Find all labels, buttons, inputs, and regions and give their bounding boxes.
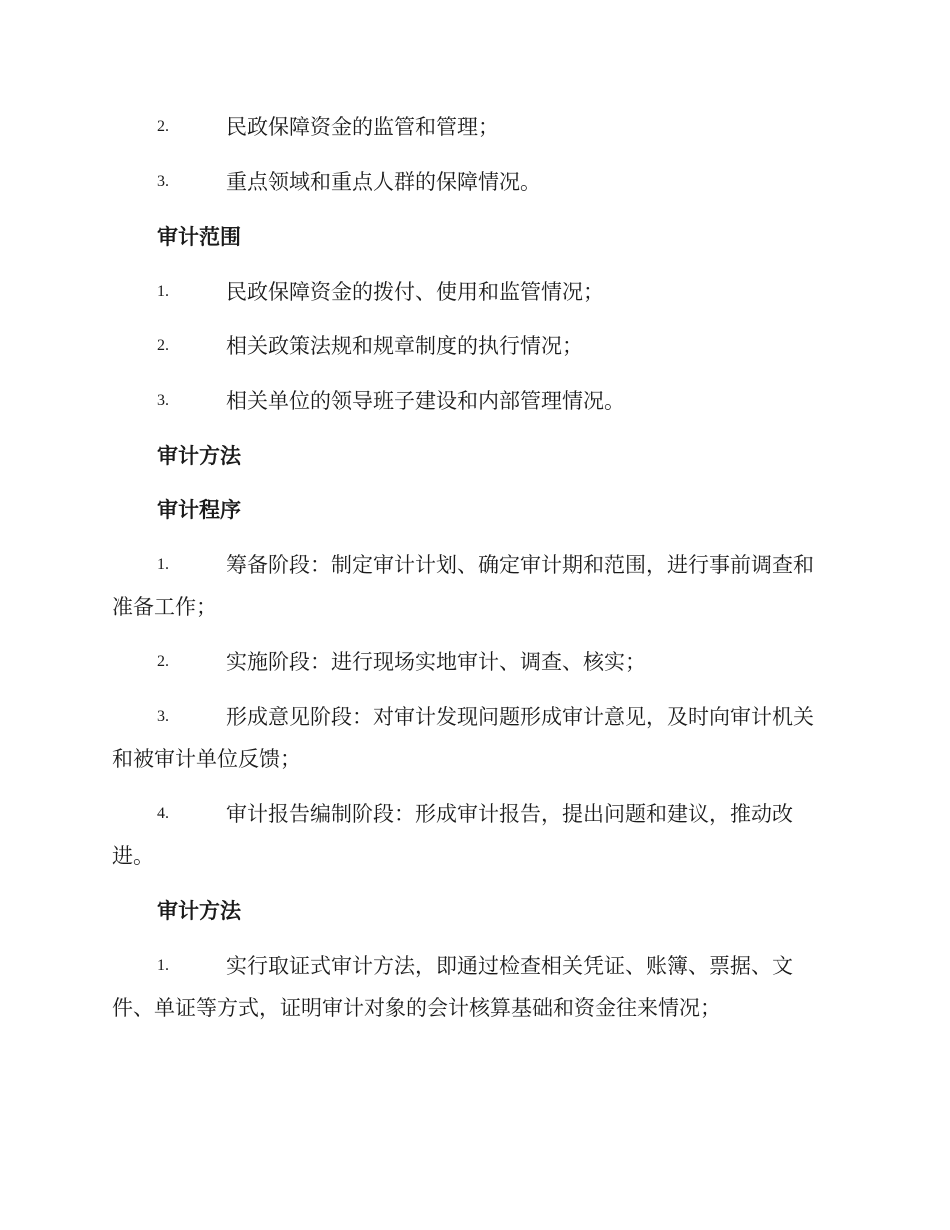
- list-number: 3.: [157, 708, 169, 725]
- list-text: 实施阶段：进行现场实地审计、调查、核实；: [226, 650, 646, 674]
- list-number: 1.: [157, 957, 169, 974]
- list-item: [0, 166, 950, 198]
- list-text: 审计报告编制阶段：形成审计报告，提出问题和建议，推动改: [226, 802, 793, 826]
- list-text: 民政保障资金的拨付、使用和监管情况；: [226, 280, 604, 304]
- list-item: [0, 276, 950, 308]
- list-item-continuation: [0, 743, 950, 775]
- section-heading: 审计程序: [157, 497, 241, 522]
- list-text: 相关政策法规和规章制度的执行情况；: [226, 334, 583, 358]
- list-number: 2.: [157, 653, 169, 670]
- list-text: 筹备阶段：制定审计计划、确定审计期和范围，进行事前调查和: [226, 553, 814, 577]
- list-number: 3.: [157, 173, 169, 190]
- list-item-continuation: [0, 840, 950, 872]
- list-item-continuation: [0, 591, 950, 623]
- section-heading-procedure: [0, 494, 950, 526]
- list-text: 重点领域和重点人群的保障情况。: [226, 170, 541, 194]
- section-heading: 审计方法: [157, 898, 241, 923]
- list-item-continuation: [0, 992, 950, 1024]
- list-text: 民政保障资金的监管和管理；: [226, 115, 499, 139]
- list-item: [0, 330, 950, 362]
- list-number: 1.: [157, 283, 169, 300]
- list-text: 实行取证式审计方法，即通过检查相关凭证、账簿、票据、文: [226, 954, 793, 978]
- section-heading: 审计范围: [157, 224, 241, 249]
- section-heading-scope: [0, 221, 950, 253]
- list-text-continuation: 和被审计单位反馈；: [112, 747, 301, 771]
- list-text-continuation: 准备工作；: [112, 595, 217, 619]
- list-number: 4.: [157, 805, 169, 822]
- list-text-continuation: 进。: [112, 844, 154, 868]
- list-number: 2.: [157, 337, 169, 354]
- list-item: [0, 646, 950, 678]
- list-text: 相关单位的领导班子建设和内部管理情况。: [226, 389, 625, 413]
- list-item: [0, 111, 950, 143]
- section-heading-method: [0, 440, 950, 472]
- list-number: 3.: [157, 392, 169, 409]
- list-item: [0, 701, 950, 733]
- list-item: [0, 549, 950, 581]
- list-text-continuation: 件、单证等方式，证明审计对象的会计核算基础和资金往来情况；: [112, 996, 721, 1020]
- section-heading-method-2: [0, 895, 950, 927]
- list-number: 1.: [157, 556, 169, 573]
- list-item: [0, 385, 950, 417]
- list-text: 形成意见阶段：对审计发现问题形成审计意见，及时向审计机关: [226, 705, 814, 729]
- list-item: [0, 798, 950, 830]
- list-item: [0, 950, 950, 982]
- section-heading: 审计方法: [157, 443, 241, 468]
- list-number: 2.: [157, 118, 169, 135]
